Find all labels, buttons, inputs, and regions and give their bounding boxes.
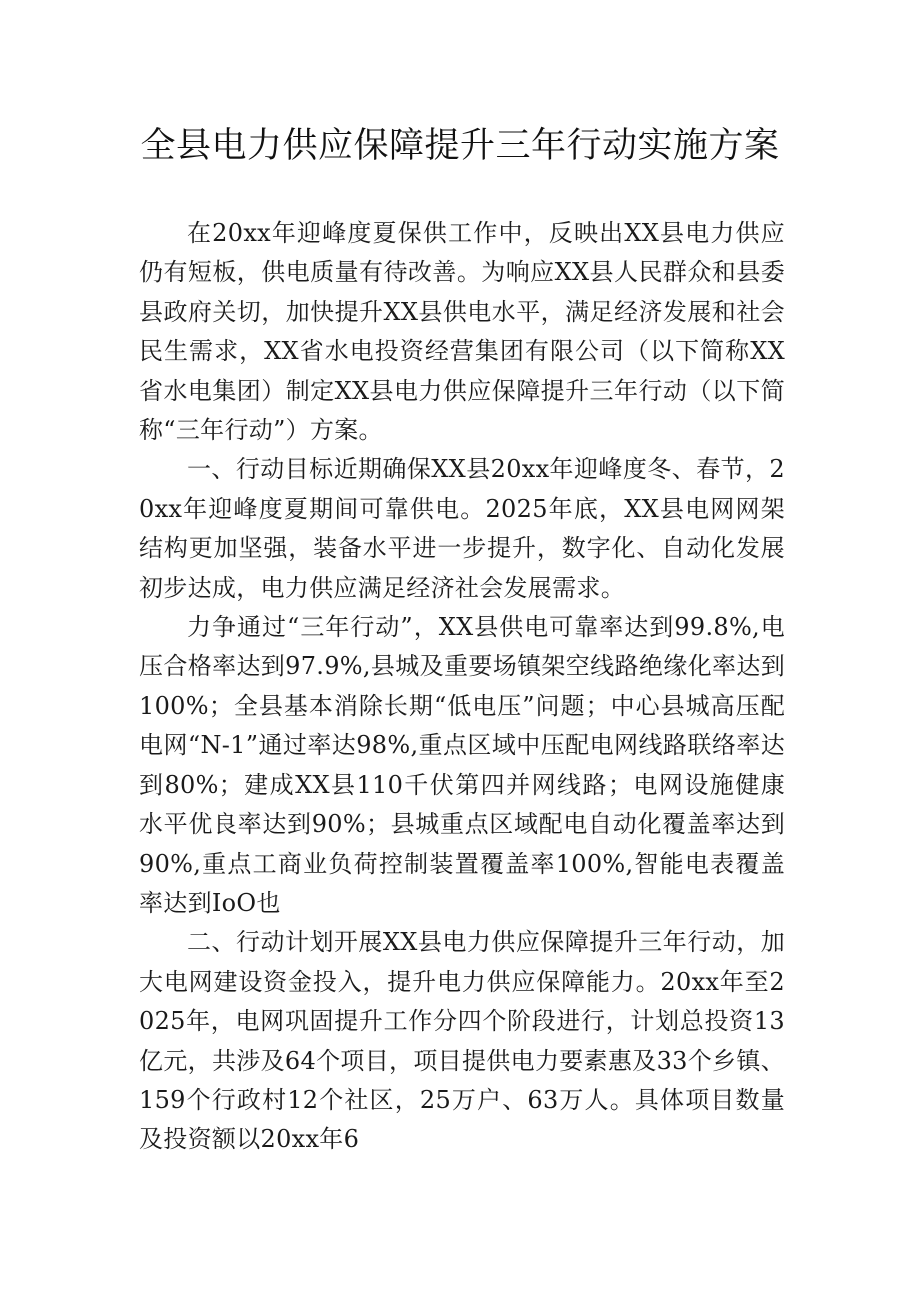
- paragraph-intro: 在20xx年迎峰度夏保供工作中，反映出XX县电力供应仍有短板，供电质量有待改善。为响应XX县人民群众和县委县政府关切，加快提升XX县供电水平，满足经济发展和社会民生需求，XX省水电投资经营集团有限公司（以下简称XX省水电集团）制定XX县电力供应保障提升三年行动（以下简称“三年行动”）方案。: [139, 219, 785, 445]
- paragraph-goals: 一、行动目标近期确保XX县20xx年迎峰度冬、春节，20xx年迎峰度夏期间可靠供电。2025年底，XX县电网网架结构更加坚强，装备水平进一步提升，数字化、自动化发展初步达成，电力供应满足经济社会发展需求。: [139, 455, 785, 602]
- document-body: [139, 214, 785, 1160]
- paragraph-targets: 力争通过“三年行动”，XX县供电可靠率达到99.8%,电压合格率达到97.9%,县城及重要场镇架空线路绝缘化率达到100%；全县基本消除长期“低电压”问题；中心县城高压配电网“N-1”通过率达98%,重点区域中压配电网线路联络率达到80%；建成XX县110千伏第四并网线路；电网设施健康水平优良率达到90%；县城重点区域配电自动化覆盖率达到90%,重点工商业负荷控制装置覆盖率100%,智能电表覆盖率达到IoO也: [139, 613, 785, 917]
- paragraph-plan: 二、行动计划开展XX县电力供应保障提升三年行动，加大电网建设资金投入，提升电力供应保障能力。20xx年至2025年，电网巩固提升工作分四个阶段进行，计划总投资13亿元，共涉及64个项目，项目提供电力要素惠及33个乡镇、159个行政村12个社区，25万户、63万人。具体项目数量及投资额以20xx年6: [139, 928, 785, 1154]
- document-title: 全县电力供应保障提升三年行动实施方案: [140, 126, 780, 166]
